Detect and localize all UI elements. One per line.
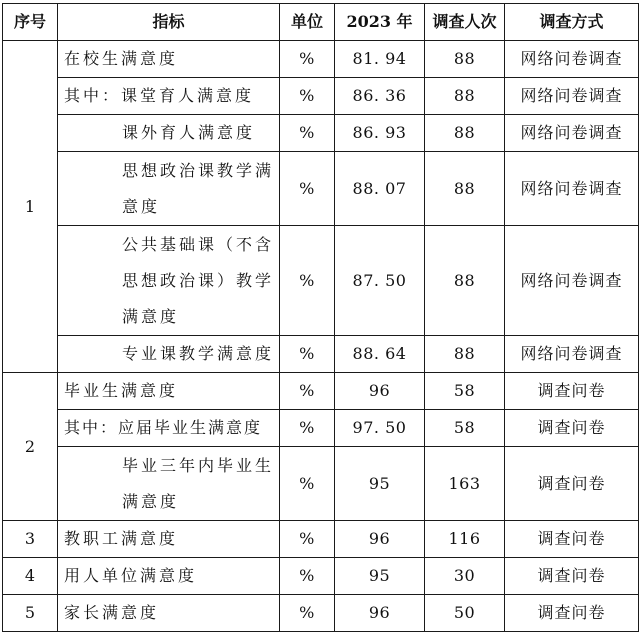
method-cell: 网络问卷调查 xyxy=(505,226,639,336)
group-index-cell: 2 xyxy=(3,373,58,521)
count-cell: 58 xyxy=(425,373,505,410)
unit-cell: % xyxy=(280,41,335,78)
method-cell: 网络问卷调查 xyxy=(505,78,639,115)
header-index: 序号 xyxy=(3,4,58,41)
method-cell: 网络问卷调查 xyxy=(505,336,639,373)
count-cell: 58 xyxy=(425,410,505,447)
group-index-cell: 1 xyxy=(3,41,58,373)
method-cell: 调查问卷 xyxy=(505,410,639,447)
method-cell: 调查问卷 xyxy=(505,558,639,595)
unit-cell: % xyxy=(280,410,335,447)
method-cell: 调查问卷 xyxy=(505,373,639,410)
table-row xyxy=(3,41,639,78)
value-cell: 96 xyxy=(335,373,425,410)
value-cell: 81. 94 xyxy=(335,41,425,78)
value-cell: 95 xyxy=(335,447,425,521)
method-cell: 调查问卷 xyxy=(505,447,639,521)
method-cell: 网络问卷调查 xyxy=(505,115,639,152)
indicator-cell: 在校生满意度 xyxy=(58,41,280,78)
value-cell: 86. 36 xyxy=(335,78,425,115)
value-cell: 88. 64 xyxy=(335,336,425,373)
unit-cell: % xyxy=(280,336,335,373)
table-row xyxy=(3,595,639,632)
method-cell: 网络问卷调查 xyxy=(505,41,639,78)
group-index-cell: 4 xyxy=(3,558,58,595)
unit-cell: % xyxy=(280,115,335,152)
header-count: 调查人次 xyxy=(425,4,505,41)
header-indicator: 指标 xyxy=(58,4,280,41)
table-row xyxy=(3,115,639,152)
indicator-cell: 用人单位满意度 xyxy=(58,558,280,595)
table-row xyxy=(3,558,639,595)
count-cell: 88 xyxy=(425,115,505,152)
indicator-cell: 其中：应届毕业生满意度 xyxy=(58,410,280,447)
header-unit: 单位 xyxy=(280,4,335,41)
group-index-cell: 3 xyxy=(3,521,58,558)
unit-cell: % xyxy=(280,152,335,226)
indicator-cell: 公共基础课（不含思想政治课）教学满意度 xyxy=(58,226,280,336)
unit-cell: % xyxy=(280,558,335,595)
unit-cell: % xyxy=(280,373,335,410)
indicator-cell: 教职工满意度 xyxy=(58,521,280,558)
method-cell: 调查问卷 xyxy=(505,595,639,632)
count-cell: 88 xyxy=(425,226,505,336)
unit-cell: % xyxy=(280,226,335,336)
table-row xyxy=(3,78,639,115)
indicator-cell: 专业课教学满意度 xyxy=(58,336,280,373)
indicator-cell: 家长满意度 xyxy=(58,595,280,632)
table-row xyxy=(3,521,639,558)
count-cell: 30 xyxy=(425,558,505,595)
count-cell: 116 xyxy=(425,521,505,558)
table-row xyxy=(3,373,639,410)
method-cell: 调查问卷 xyxy=(505,521,639,558)
method-cell: 网络问卷调查 xyxy=(505,152,639,226)
unit-cell: % xyxy=(280,595,335,632)
unit-cell: % xyxy=(280,447,335,521)
indicator-cell: 思想政治课教学满意度 xyxy=(58,152,280,226)
header-year: 2023 年 xyxy=(335,4,425,41)
table-row xyxy=(3,152,639,226)
table-row xyxy=(3,336,639,373)
value-cell: 97. 50 xyxy=(335,410,425,447)
value-cell: 95 xyxy=(335,558,425,595)
satisfaction-table xyxy=(2,3,639,632)
count-cell: 163 xyxy=(425,447,505,521)
unit-cell: % xyxy=(280,78,335,115)
value-cell: 96 xyxy=(335,595,425,632)
count-cell: 88 xyxy=(425,78,505,115)
group-index-cell: 5 xyxy=(3,595,58,632)
indicator-cell: 毕业生满意度 xyxy=(58,373,280,410)
table-row xyxy=(3,410,639,447)
count-cell: 88 xyxy=(425,336,505,373)
table-row xyxy=(3,447,639,521)
count-cell: 50 xyxy=(425,595,505,632)
indicator-cell: 毕业三年内毕业生满意度 xyxy=(58,447,280,521)
indicator-cell: 课外育人满意度 xyxy=(58,115,280,152)
count-cell: 88 xyxy=(425,152,505,226)
header-method: 调查方式 xyxy=(505,4,639,41)
indicator-cell: 其中：课堂育人满意度 xyxy=(58,78,280,115)
table-row xyxy=(3,226,639,336)
count-cell: 88 xyxy=(425,41,505,78)
unit-cell: % xyxy=(280,521,335,558)
value-cell: 88. 07 xyxy=(335,152,425,226)
table-header-row xyxy=(3,4,639,41)
value-cell: 87. 50 xyxy=(335,226,425,336)
value-cell: 96 xyxy=(335,521,425,558)
value-cell: 86. 93 xyxy=(335,115,425,152)
